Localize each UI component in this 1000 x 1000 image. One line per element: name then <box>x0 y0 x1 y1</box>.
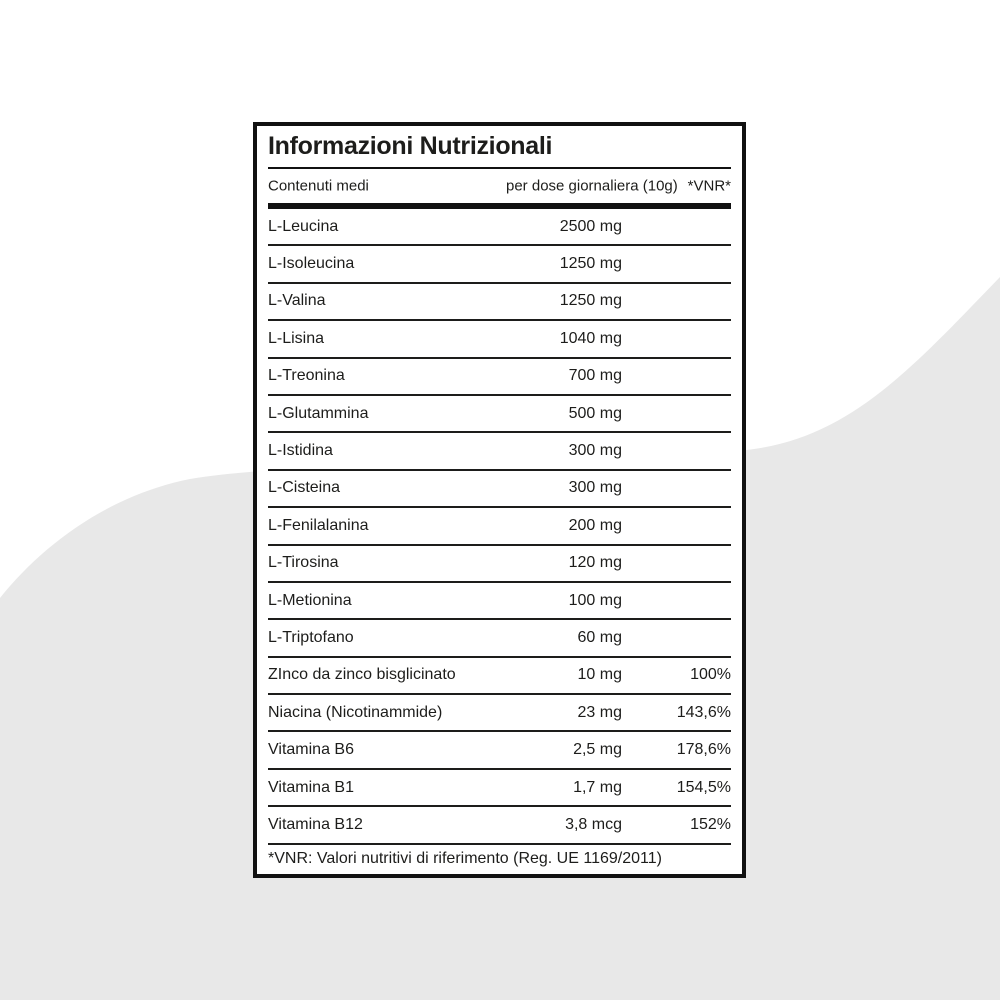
table-row <box>268 695 731 732</box>
nutrition-table <box>253 122 746 878</box>
nutrient-name: L-Cisteina <box>268 479 341 497</box>
nutrient-amount: 23 mg <box>577 703 622 721</box>
nutrient-name: L-Tirosina <box>268 554 339 572</box>
nutrient-name: ZInco da zinco bisglicinato <box>268 666 456 684</box>
nutrient-amount: 1,7 mg <box>573 778 622 796</box>
table-row <box>268 770 731 807</box>
table-row <box>268 807 731 844</box>
nutrient-name: Vitamina B6 <box>268 741 354 759</box>
table-row <box>268 658 731 695</box>
table-rows <box>268 209 731 845</box>
table-row <box>268 732 731 769</box>
nutrient-name: L-Isoleucina <box>268 255 355 273</box>
table-row <box>268 583 731 620</box>
nutrient-amount: 300 mg <box>568 479 622 497</box>
nutrient-name: Vitamina B1 <box>268 778 354 796</box>
nutrient-amount: 100 mg <box>568 591 622 609</box>
table-row <box>268 471 731 508</box>
nutrient-name: L-Triptofano <box>268 628 354 646</box>
nutrient-name: L-Metionina <box>268 591 352 609</box>
nutrient-amount: 500 mg <box>568 404 622 422</box>
nutrient-vnr: 100% <box>690 666 731 684</box>
table-row <box>268 620 731 657</box>
nutrient-amount: 120 mg <box>568 554 622 572</box>
nutrient-name: L-Leucina <box>268 217 339 235</box>
nutrient-amount: 1040 mg <box>559 329 622 347</box>
nutrient-amount: 3,8 mcg <box>565 815 622 833</box>
table-row <box>268 396 731 433</box>
nutrient-vnr: 178,6% <box>676 741 731 759</box>
table-row <box>268 284 731 321</box>
nutrient-name: Vitamina B12 <box>268 815 363 833</box>
nutrient-name: L-Glutammina <box>268 404 369 422</box>
column-header-vnr: *VNR* <box>687 177 731 195</box>
nutrient-name: L-Treonina <box>268 367 345 385</box>
table-row <box>268 321 731 358</box>
nutrient-name: L-Lisina <box>268 329 325 347</box>
nutrient-amount: 300 mg <box>568 442 622 460</box>
nutrient-vnr: 143,6% <box>676 703 731 721</box>
table-title: Informazioni Nutrizionali <box>268 132 553 160</box>
nutrient-name: L-Istidina <box>268 442 333 460</box>
vnr-footnote: *VNR: Valori nutritivi di riferimento (Reg. UE 1169/2011) <box>268 850 662 868</box>
nutrient-vnr: 152% <box>690 815 731 833</box>
nutrient-amount: 2500 mg <box>559 217 622 235</box>
nutrient-name: L-Valina <box>268 292 326 310</box>
nutrient-amount: 10 mg <box>577 666 622 684</box>
nutrient-amount: 1250 mg <box>559 255 622 273</box>
nutrient-amount: 2,5 mg <box>573 741 622 759</box>
table-row <box>268 433 731 470</box>
nutrient-name: Niacina (Nicotinammide) <box>268 703 443 721</box>
nutrient-amount: 1250 mg <box>559 292 622 310</box>
nutrient-vnr: 154,5% <box>676 778 731 796</box>
footnote-row <box>268 845 731 874</box>
table-row <box>268 359 731 396</box>
nutrient-amount: 200 mg <box>568 516 622 534</box>
nutrient-amount: 700 mg <box>568 367 622 385</box>
table-row <box>268 546 731 583</box>
table-row <box>268 508 731 545</box>
nutrient-amount: 60 mg <box>577 628 622 646</box>
column-header-row <box>268 169 731 203</box>
nutrient-name: L-Fenilalanina <box>268 516 369 534</box>
column-header-name: Contenuti medi <box>268 177 369 195</box>
column-header-amount: per dose giornaliera (10g) <box>506 177 678 195</box>
table-row <box>268 246 731 283</box>
nutrition-table-header <box>268 126 731 169</box>
table-row <box>268 209 731 246</box>
